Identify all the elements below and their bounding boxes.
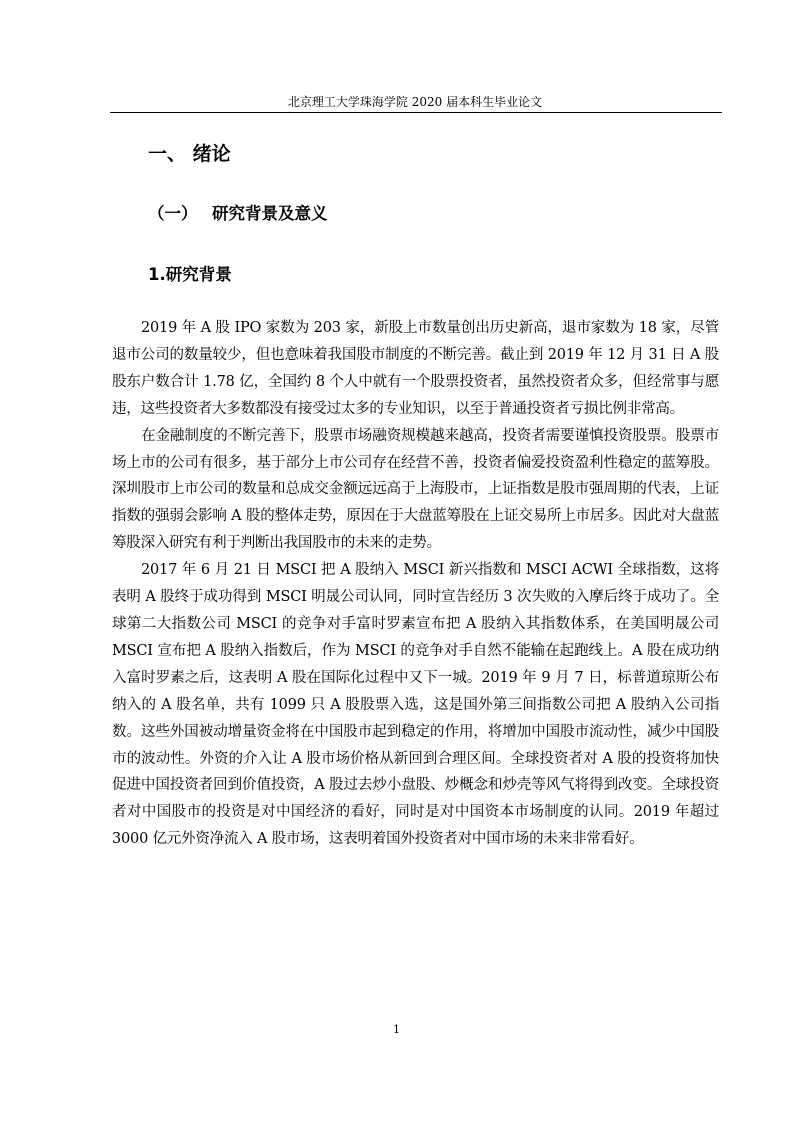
chapter-number: 一、 <box>148 143 187 165</box>
page-number: 1 <box>393 1023 400 1036</box>
subsection-heading: 1.研究背景 <box>148 265 232 284</box>
body-text <box>112 315 719 853</box>
paragraph: 2019 年 A 股 IPO 家数为 203 家，新股上市数量创出历史新高，退市家数为 18 家，尽管退市公司的数量较少，但也意味着我国股市制度的不断完善。截止到 2019 年 12 月 31 日 A 股股东户数合计 1.78 亿，全国约 8 个人中就有一个股票投资者，虽然投资者众多，但经常事与愿违，这些投资者大多数都没有接受过太多的专业知识，以至于普通投资者亏损比例非常高。 <box>112 320 719 417</box>
section-heading <box>148 201 328 227</box>
paragraph: 在金融制度的不断完善下，股票市场融资规模越来越高，投资者需要谨慎投资股票。股票市场上市的公司有很多，基于部分上市公司存在经营不善，投资者偏爱投资盈利性稳定的蓝筹股。深圳股市上市公司的数量和总成交金额远远高于上海股市，上证指数是股市强周期的代表，上证指数的强弱会影响 A 股的整体走势，原因在于大盘蓝筹股在上证交易所上市居多。因此对大盘蓝筹股深入研究有利于判断出我国股市的未来的走势。 <box>112 427 719 552</box>
section-title: 研究背景及意义 <box>212 204 328 223</box>
header-divider <box>110 112 722 113</box>
chapter-title: 绪论 <box>192 143 231 165</box>
section-number: （一） <box>148 204 198 223</box>
chapter-heading <box>148 140 231 168</box>
running-header: 北京理工大学珠海学院 2020 届本科生毕业论文 <box>287 95 543 109</box>
paragraph: 2017 年 6 月 21 日 MSCI 把 A 股纳入 MSCI 新兴指数和 MSCI ACWI 全球指数，这将表明 A 股终于成功得到 MSCI 明晟公司认同，同时宣告经历 3 次失败的入摩后终于成功了。全球第二大指数公司 MSCI 的竞争对手富时罗素宣布把 A 股纳入其指数体系，在美国明晟公司 MSCI 宣布把 A 股纳入指数后，作为 MSCI 的竞争对手自然不能输在起跑线上。A 股在成功纳入富时罗素之后，这表明 A 股在国际化过程中又下一城。2019 年 9 月 7 日，标普道琼斯公布纳入的 A 股名单，共有 1099 只 A 股股票入选，这是国外第三间指数公司把 A 股纳入公司指数。这些外国被动增量资金将在中国股市起到稳定的作用，将增加中国股市流动性，减少中国股市的波动性。外资的介入让 A 股市场价格从新回到合理区间。全球投资者对 A 股的投资将加快促进中国投资者回到价值投资，A 股过去炒小盘股、炒概念和炒壳等风气将得到改变。全球投资者对中国股市的投资是对中国经济的看好，同时是对中国资本市场制度的认同。2019 年超过 3000 亿元外资净流入 A 股市场，这表明着国外投资者对中国市场的未来非常看好。 <box>112 562 719 848</box>
